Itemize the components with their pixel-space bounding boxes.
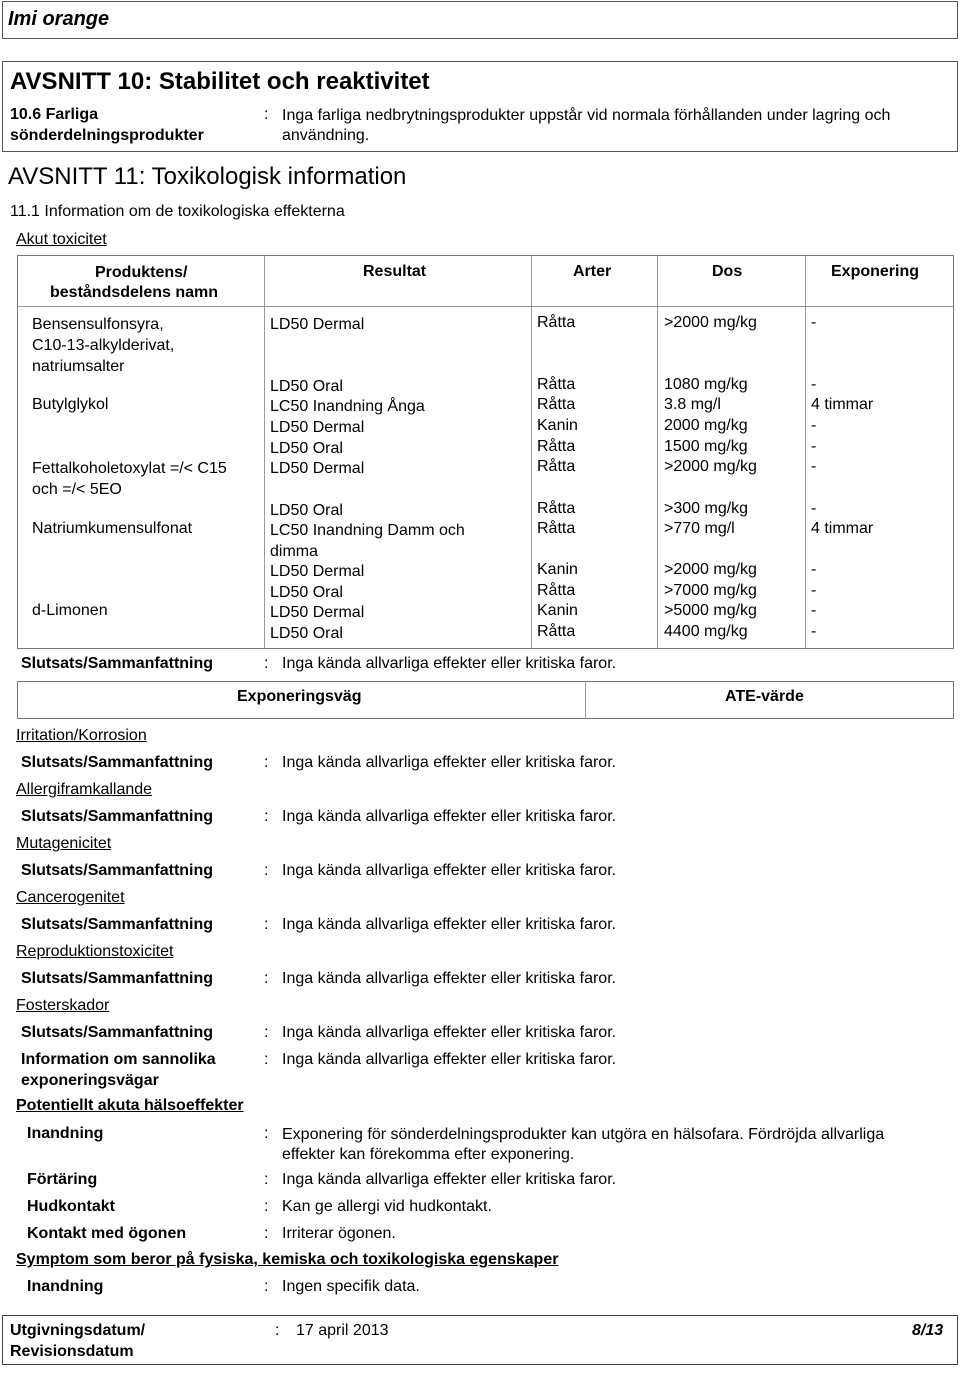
colon: :: [264, 1051, 269, 1068]
exposure-cell: -: [811, 438, 817, 455]
colon: :: [264, 1171, 269, 1188]
page-number: 8/13: [912, 1322, 944, 1339]
mutagenicity-heading: Mutagenicitet: [16, 835, 112, 852]
vline-3: [657, 256, 658, 648]
exposure-cell: -: [811, 417, 817, 434]
result-cell: LD50 Oral: [270, 584, 343, 601]
result-cell: LD50 Oral: [270, 502, 343, 519]
footer-date: 17 april 2013: [296, 1322, 389, 1339]
species-cell: Kanin: [537, 602, 578, 619]
summary-label: Slutsats/Sammanfattning: [21, 754, 214, 771]
species-cell: Råtta: [537, 500, 576, 517]
substance-name: d-Limonen: [32, 602, 108, 619]
hline-header: [18, 306, 953, 307]
summary-text: Inga kända allvarliga effekter eller kritiska faror.: [282, 1024, 617, 1041]
summary-text: Inga kända allvarliga effekter eller kritiska faror.: [282, 655, 617, 672]
dose-cell: 1080 mg/kg: [664, 376, 748, 393]
substance-name: Bensensulfonsyra, C10-13-alkylderivat, natriumsalter: [32, 316, 175, 375]
exposure-cell: -: [811, 582, 817, 599]
exposure-cell: -: [811, 458, 817, 475]
allergenic-heading: Allergiframkallande: [16, 781, 153, 798]
colon: :: [264, 1024, 269, 1041]
eye-text: Irriterar ögonen.: [282, 1225, 396, 1242]
product-name: Imi orange: [8, 8, 110, 30]
vline-2: [531, 256, 532, 648]
ate-vline: [585, 682, 586, 718]
colon: :: [264, 1125, 269, 1142]
symptoms-inhalation-label: Inandning: [27, 1278, 104, 1295]
summary-label: Slutsats/Sammanfattning: [21, 862, 214, 879]
dose-cell: 2000 mg/kg: [664, 417, 748, 434]
symptoms-inhalation-text: Ingen specifik data.: [282, 1278, 420, 1295]
summary-label: Slutsats/Sammanfattning: [21, 916, 214, 933]
hazardous-decomposition-label-2: sönderdelningsprodukter: [10, 127, 204, 144]
teratogenicity-heading: Fosterskador: [16, 997, 110, 1014]
species-cell: Råtta: [537, 438, 576, 455]
dose-cell: >2000 mg/kg: [664, 458, 757, 475]
irritation-heading: Irritation/Korrosion: [16, 727, 147, 744]
dose-cell: 1500 mg/kg: [664, 438, 748, 455]
ate-value-header: ATE-värde: [725, 688, 804, 705]
ingestion-label: Förtäring: [27, 1171, 98, 1188]
skin-label: Hudkontakt: [27, 1198, 115, 1215]
result-cell: LC50 Inandning Ånga: [270, 398, 425, 415]
result-cell: LD50 Dermal: [270, 460, 365, 477]
colon: :: [264, 1278, 269, 1295]
eye-label: Kontakt med ögonen: [27, 1225, 187, 1242]
footer-label-2: Revisionsdatum: [10, 1343, 134, 1360]
exposure-cell: -: [811, 561, 817, 578]
dose-cell: >300 mg/kg: [664, 500, 749, 517]
colon: :: [264, 106, 269, 123]
colon: :: [264, 862, 269, 879]
colon: :: [264, 1225, 269, 1242]
inhalation-text: Exponering för sönderdelningsprodukter kan utgöra en hälsofara. Fördröjda allvarliga effekter kan förekomma efter exponering.: [282, 1126, 885, 1163]
dose-cell: >770 mg/l: [664, 520, 735, 537]
hazardous-decomposition-text: Inga farliga nedbrytningsprodukter uppstår vid normala förhållanden under lagring och användning.: [282, 107, 891, 144]
substance-name: Fettalkoholetoxylat =/< C15 och =/< 5EO: [32, 460, 227, 498]
exposure-cell: -: [811, 314, 817, 331]
colon: :: [264, 916, 269, 933]
summary-text: Inga kända allvarliga effekter eller kritiska faror.: [282, 916, 617, 933]
section-11-1-title: 11.1 Information om de toxikologiska effekterna: [10, 203, 345, 220]
carcinogenicity-heading: Cancerogenitet: [16, 889, 125, 906]
vline-1: [264, 256, 265, 648]
species-cell: Kanin: [537, 561, 578, 578]
inhalation-label: Inandning: [27, 1125, 104, 1142]
acute-effects-heading: Potentiellt akuta hälsoeffekter: [16, 1097, 244, 1114]
header-exposure: Exponering: [831, 263, 920, 280]
result-cell: LD50 Dermal: [270, 604, 365, 621]
dose-cell: 4400 mg/kg: [664, 623, 748, 640]
colon: :: [264, 808, 269, 825]
vline-4: [805, 256, 806, 648]
exposure-cell: -: [811, 602, 817, 619]
header-species: Arter: [573, 263, 612, 280]
exposure-cell: -: [811, 376, 817, 393]
summary-text: Inga kända allvarliga effekter eller kritiska faror.: [282, 754, 617, 771]
ate-route-header: Exponeringsväg: [237, 688, 362, 705]
dose-cell: 3.8 mg/l: [664, 396, 721, 413]
routes-label-2: exponeringsvägar: [21, 1072, 159, 1089]
footer-box: [2, 1315, 958, 1365]
exposure-cell: 4 timmar: [811, 396, 874, 413]
substance-name: Butylglykol: [32, 396, 109, 413]
colon: :: [264, 970, 269, 987]
ate-table: [17, 681, 954, 719]
result-cell: LD50 Dermal: [270, 419, 365, 436]
result-cell: LD50 Oral: [270, 625, 343, 642]
species-cell: Kanin: [537, 417, 578, 434]
routes-text: Inga kända allvarliga effekter eller kritiska faror.: [282, 1051, 617, 1068]
summary-label: Slutsats/Sammanfattning: [21, 970, 214, 987]
species-cell: Råtta: [537, 376, 576, 393]
dose-cell: >2000 mg/kg: [664, 314, 757, 331]
section-10-title: AVSNITT 10: Stabilitet och reaktivitet: [10, 68, 430, 95]
routes-label-1: Information om sannolika: [21, 1051, 216, 1068]
summary-label: Slutsats/Sammanfattning: [21, 1024, 214, 1041]
reproductive-toxicity-heading: Reproduktionstoxicitet: [16, 943, 174, 960]
species-cell: Råtta: [537, 623, 576, 640]
colon: :: [264, 655, 269, 672]
header-dose: Dos: [712, 263, 743, 280]
acute-toxicity-heading: Akut toxicitet: [16, 231, 107, 248]
skin-text: Kan ge allergi vid hudkontakt.: [282, 1198, 492, 1215]
result-cell: LC50 Inandning Damm och dimma: [270, 522, 465, 560]
summary-label: Slutsats/Sammanfattning: [21, 808, 214, 825]
ingestion-text: Inga kända allvarliga effekter eller kritiska faror.: [282, 1171, 617, 1188]
result-cell: LD50 Dermal: [270, 316, 365, 333]
species-cell: Råtta: [537, 458, 576, 475]
exposure-cell: 4 timmar: [811, 520, 874, 537]
header-product-1: Produktens/: [95, 264, 188, 281]
summary-label: Slutsats/Sammanfattning: [21, 655, 214, 672]
footer-label-1: Utgivningsdatum/: [10, 1322, 146, 1339]
summary-text: Inga kända allvarliga effekter eller kritiska faror.: [282, 970, 617, 987]
section-11-title: AVSNITT 11: Toxikologisk information: [8, 163, 407, 190]
hazardous-decomposition-label-1: 10.6 Farliga: [10, 106, 99, 123]
header-product-2: beståndsdelens namn: [50, 284, 219, 301]
species-cell: Råtta: [537, 314, 576, 331]
species-cell: Råtta: [537, 396, 576, 413]
result-cell: LD50 Oral: [270, 440, 343, 457]
dose-cell: >2000 mg/kg: [664, 561, 757, 578]
colon: :: [275, 1322, 280, 1339]
colon: :: [264, 754, 269, 771]
summary-text: Inga kända allvarliga effekter eller kritiska faror.: [282, 862, 617, 879]
result-cell: LD50 Dermal: [270, 563, 365, 580]
exposure-cell: -: [811, 500, 817, 517]
colon: :: [264, 1198, 269, 1215]
summary-text: Inga kända allvarliga effekter eller kritiska faror.: [282, 808, 617, 825]
result-cell: LD50 Oral: [270, 378, 343, 395]
header-result: Resultat: [363, 263, 427, 280]
dose-cell: >7000 mg/kg: [664, 582, 757, 599]
substance-name: Natriumkumensulfonat: [32, 520, 193, 537]
dose-cell: >5000 mg/kg: [664, 602, 757, 619]
product-bar: [2, 1, 958, 39]
exposure-cell: -: [811, 623, 817, 640]
symptoms-heading: Symptom som beror på fysiska, kemiska och toxikologiska egenskaper: [16, 1251, 559, 1268]
species-cell: Råtta: [537, 520, 576, 537]
species-cell: Råtta: [537, 582, 576, 599]
